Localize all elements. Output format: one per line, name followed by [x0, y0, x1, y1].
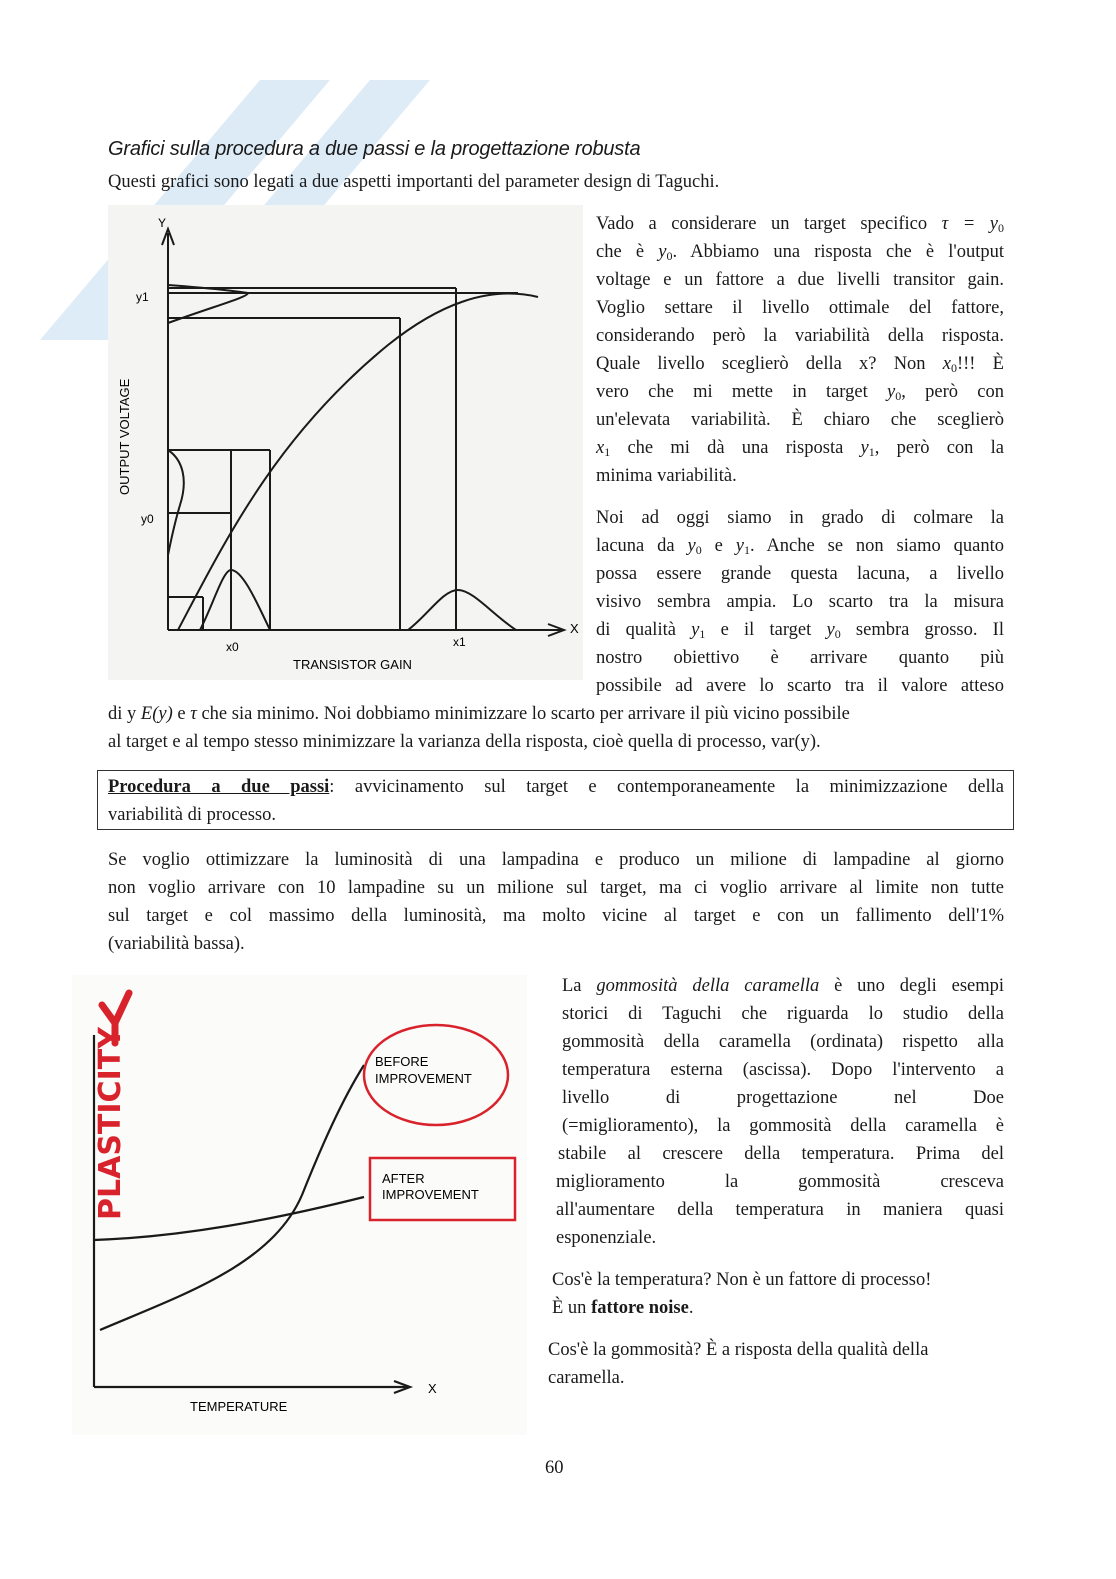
- para4-line10: esponenziale.: [556, 1228, 657, 1248]
- after-curve: [94, 1197, 364, 1240]
- figure-plasticity-chart: [72, 975, 527, 1435]
- para1-line9: $x_1$ che mi dà una risposta $y_1$, però con la: [596, 438, 1004, 459]
- plasticity-label: PLASTICITY: [93, 1027, 128, 1220]
- para4-line2: storici di Taguchi che riguarda lo studio della: [562, 1004, 1004, 1024]
- para1-line5: considerando però la variabilità della risposta.: [596, 326, 1004, 346]
- tick-y0: y0: [141, 512, 154, 526]
- para4-line7: stabile al crescere della temperatura. Prima del: [558, 1144, 1004, 1164]
- para4-line1: La gommosità della caramella è uno degli esempi: [562, 976, 1005, 996]
- two-step-chart-svg: [108, 205, 583, 680]
- para6-line2: caramella.: [548, 1368, 625, 1388]
- para2-line9: al target e al tempo stesso minimizzare la varianza della risposta, cioè quella di processo, var(y).: [108, 732, 821, 752]
- para4-line5: livello di progettazione nel Doe: [562, 1088, 1004, 1108]
- figure-two-step-chart: [108, 205, 583, 680]
- intro-text: Questi grafici sono legati a due aspetti importanti del parameter design di Taguchi.: [108, 172, 720, 192]
- para2-line1: Noi ad oggi siamo in grado di colmare la: [596, 508, 1004, 528]
- para1-line7: vero che mi mette in target $y_0$, però con: [596, 382, 1004, 403]
- before-curve: [100, 1065, 364, 1330]
- para1-line4: Voglio settare il livello ottimale del fattore,: [596, 298, 1004, 318]
- x1-distribution: [408, 590, 516, 630]
- para4-line8: miglioramento la gommosità cresceva: [556, 1172, 1004, 1192]
- para1-line3: voltage e un fattore a due livelli transitor gain.: [596, 270, 1004, 290]
- page-number: 60: [545, 1458, 564, 1478]
- para1-line1: Vado a considerare un target specifico $\tau = y_0$: [596, 214, 1004, 235]
- para2-line2: lacuna da $y_0$ e $y_1$. Anche se non siamo quanto: [596, 536, 1004, 557]
- para4-line9: all'aumentare della temperatura in maniera quasi: [556, 1200, 1004, 1220]
- definition-line2: variabilità di processo.: [108, 805, 276, 825]
- para2-line8: di y E(y) e τ che sia minimo. Noi dobbiamo minimizzare lo scarto per arrivare il più vicino possibile: [108, 704, 850, 724]
- section-heading: Grafici sulla procedura a due passi e la progettazione robusta: [108, 138, 641, 160]
- para1-line8: un'elevata variabilità. È chiaro che sceglierò: [596, 410, 1004, 430]
- before-label: BEFORE: [375, 1054, 429, 1069]
- y-axis-letter: Y: [158, 216, 167, 230]
- para6-line1: Cos'è la gommosità? È a risposta della qualità della: [548, 1340, 929, 1360]
- para1-line6: Quale livello sceglierò della x? Non $x_0$!!! È: [596, 354, 1004, 375]
- para5-line1: Cos'è la temperatura? Non è un fattore di processo!: [552, 1270, 932, 1290]
- x0-distribution: [200, 570, 270, 630]
- x-axis-label: TRANSISTOR GAIN: [293, 657, 412, 672]
- para5-line2: È un fattore noise.: [552, 1298, 694, 1318]
- tick-y1: y1: [136, 290, 149, 304]
- y-axis-label: OUTPUT VOLTAGE: [117, 378, 132, 495]
- para4-line4: temperatura esterna (ascissa). Dopo l'intervento a: [562, 1060, 1004, 1080]
- tick-x1: x1: [453, 635, 466, 649]
- before-label-2: IMPROVEMENT: [375, 1071, 472, 1086]
- para2-line5: di qualità $y_1$ e il target $y_0$ sembra grosso. Il: [596, 620, 1004, 641]
- plasticity-chart-svg: [72, 975, 527, 1435]
- definition-line1: Procedura a due passi: avvicinamento sul target e contemporaneamente la minimizzazione della: [108, 777, 1004, 797]
- para1-line2: che è $y_0$. Abbiamo una risposta che è l'output: [596, 242, 1005, 263]
- tick-x0: x0: [226, 640, 239, 654]
- para4-line3: gommosità della caramella (ordinata) rispetto alla: [562, 1032, 1004, 1052]
- para3-line4: (variabilità bassa).: [108, 934, 245, 954]
- x-axis-label: TEMPERATURE: [190, 1399, 288, 1414]
- after-label-2: IMPROVEMENT: [382, 1187, 479, 1202]
- para2-line3: possa essere grande questa lacuna, a livello: [596, 564, 1004, 584]
- para4-line6: (=miglioramento), la gommosità della caramella è: [562, 1116, 1004, 1136]
- para3-line1: Se voglio ottimizzare la luminosità di una lampadina e produco un milione di lampadine al giorno: [108, 850, 1004, 870]
- x-axis-letter: X: [428, 1381, 437, 1396]
- para2-line4: visivo sembra ampia. Lo scarto tra la misura: [596, 592, 1004, 612]
- y0-distribution: [168, 450, 184, 555]
- para2-line7: possibile ad avere lo scarto tra il valore atteso: [596, 676, 1004, 696]
- para1-line10: minima variabilità.: [596, 466, 737, 486]
- para2-line6: nostro obiettivo è arrivare quanto più: [596, 648, 1004, 668]
- x-axis-letter: X: [570, 621, 579, 636]
- para3-line3: sul target e col massimo della luminosità, ma molto vicine al target e con un fallimento dell'1%: [108, 906, 1004, 926]
- para3-line2: non voglio arrivare con 10 lampadine su un milione sul target, ma ci voglio arrivare al limite non tutte: [108, 878, 1004, 898]
- after-label: AFTER: [382, 1171, 425, 1186]
